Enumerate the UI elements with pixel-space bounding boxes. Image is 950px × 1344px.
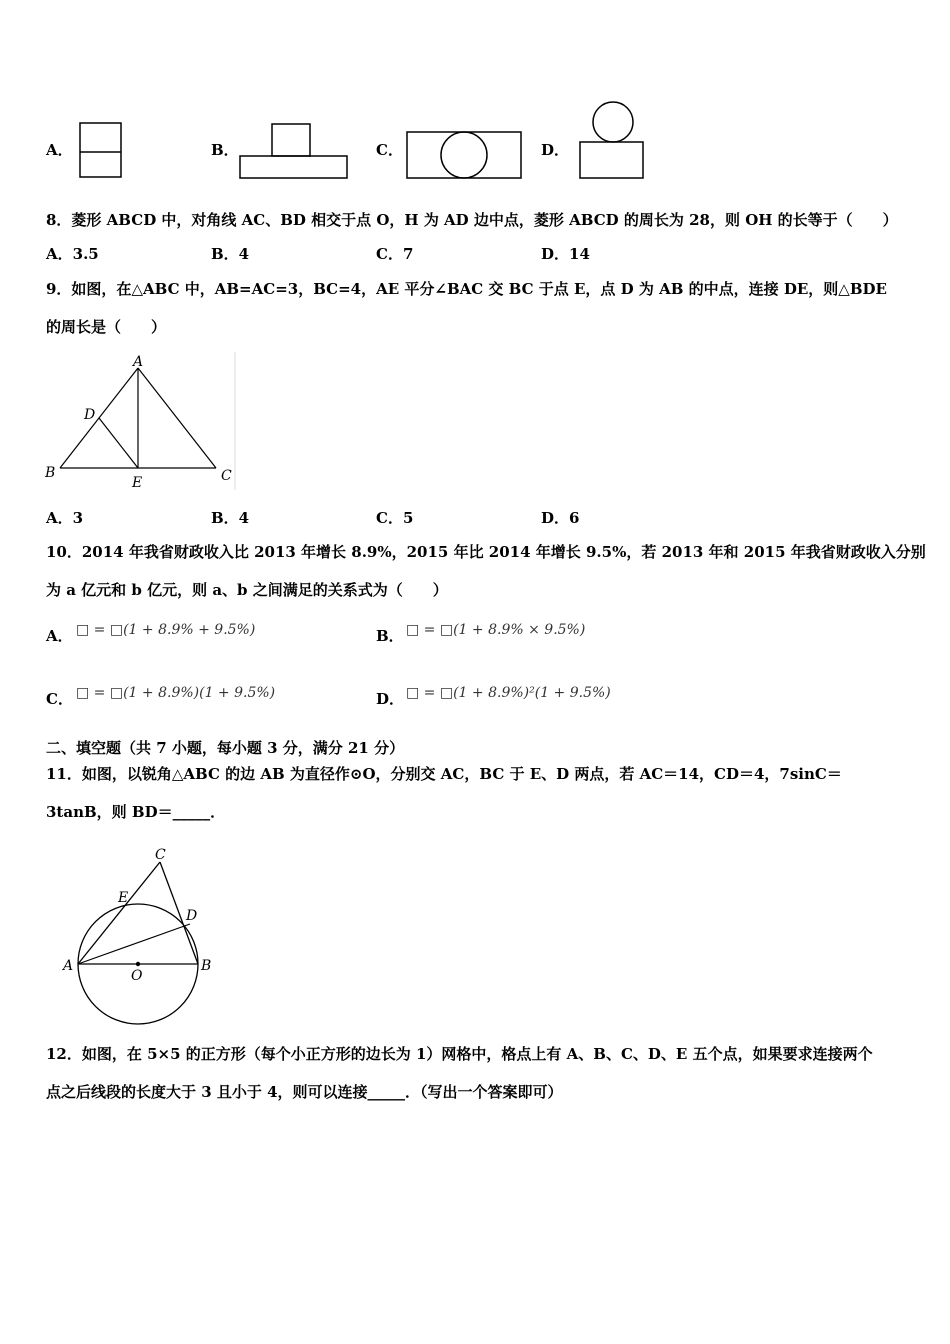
q10-option-b-formula: □ = □(1 + 8.9% × 9.5%) xyxy=(406,622,586,638)
q8-option-b: B．4 xyxy=(211,245,250,263)
q10-stem-line2: 为 a 亿元和 b 亿元，则 a、b 之间满足的关系式为（ ） xyxy=(46,581,448,599)
q9-option-b: B．4 xyxy=(211,509,250,527)
q7-option-b-label: B． xyxy=(211,141,239,159)
q8-option-a: A．3.5 xyxy=(46,245,99,263)
q11-stem-line1: 11．如图，以锐角△ABC 的边 AB 为直径作⊙O，分别交 AC，BC 于 E、D 两点，若 AC＝14，CD＝4，7sinC＝ xyxy=(46,765,842,783)
q9-stem-line2: 的周长是（ ） xyxy=(46,318,167,336)
q7-option-c-label: C． xyxy=(376,141,403,159)
q9-label-c: C xyxy=(221,468,232,484)
q8-stem: 8．菱形 ABCD 中，对角线 AC、BD 相交于点 O，H 为 AD 边中点，菱形 ABCD 的周长为 28，则 OH 的长等于（ ） xyxy=(46,211,898,229)
q9-option-d: D．6 xyxy=(541,509,580,527)
q9-label-b: B xyxy=(45,465,56,481)
q10-option-c-label: C． xyxy=(46,690,73,708)
q7-option-b-figure xyxy=(238,122,350,180)
section2-title: 二、填空题（共 7 小题，每小题 3 分，满分 21 分） xyxy=(46,739,405,757)
q9-label-a: A xyxy=(133,354,144,370)
q9-option-a: A．3 xyxy=(46,509,84,527)
q7-option-c-figure xyxy=(405,129,525,181)
q11-label-o: O xyxy=(131,968,143,984)
q9-stem-line1: 9．如图，在△ABC 中，AB=AC=3，BC=4，AE 平分∠BAC 交 BC 于点 E，点 D 为 AB 的中点，连接 DE，则△BDE xyxy=(46,280,887,298)
q7-option-d-label: D． xyxy=(541,141,570,159)
q11-label-d: D xyxy=(186,908,198,924)
q9-label-e: E xyxy=(132,475,143,491)
q11-circle-figure xyxy=(58,842,218,1028)
q10-option-a-formula: □ = □(1 + 8.9% + 9.5%) xyxy=(76,622,256,638)
q12-stem-line2: 点之后线段的长度大于 3 且小于 4，则可以连接_____．（写出一个答案即可） xyxy=(46,1083,563,1101)
q9-triangle-figure xyxy=(40,350,240,495)
q7-option-d-figure xyxy=(577,100,647,182)
q8-option-d: D．14 xyxy=(541,245,590,263)
q9-label-d: D xyxy=(84,407,96,423)
q11-label-e: E xyxy=(118,890,129,906)
q7-option-a-label: A． xyxy=(46,141,73,159)
q10-option-c-formula: □ = □(1 + 8.9%)(1 + 9.5%) xyxy=(76,685,276,701)
q7-option-a-figure xyxy=(78,121,124,179)
q12-stem-line1: 12．如图，在 5×5 的正方形（每个小正方形的边长为 1）网格中，格点上有 A、B、C、D、E 五个点，如果要求连接两个 xyxy=(46,1045,873,1063)
q10-stem-line1: 10．2014 年我省财政收入比 2013 年增长 8.9%，2015 年比 2014 年增长 9.5%，若 2013 年和 2015 年我省财政收入分别 xyxy=(46,543,926,561)
q10-option-d-label: D． xyxy=(376,690,405,708)
q8-option-c: C．7 xyxy=(376,245,414,263)
q10-option-d-formula: □ = □(1 + 8.9%)²(1 + 9.5%) xyxy=(406,685,611,701)
q11-stem-line2: 3tanB，则 BD＝_____． xyxy=(46,803,226,821)
q11-label-a: A xyxy=(63,958,74,974)
q11-label-b: B xyxy=(201,958,212,974)
q9-option-c: C．5 xyxy=(376,509,414,527)
q10-option-b-label: B． xyxy=(376,627,404,645)
q11-label-c: C xyxy=(155,847,166,863)
q10-option-a-label: A． xyxy=(46,627,73,645)
